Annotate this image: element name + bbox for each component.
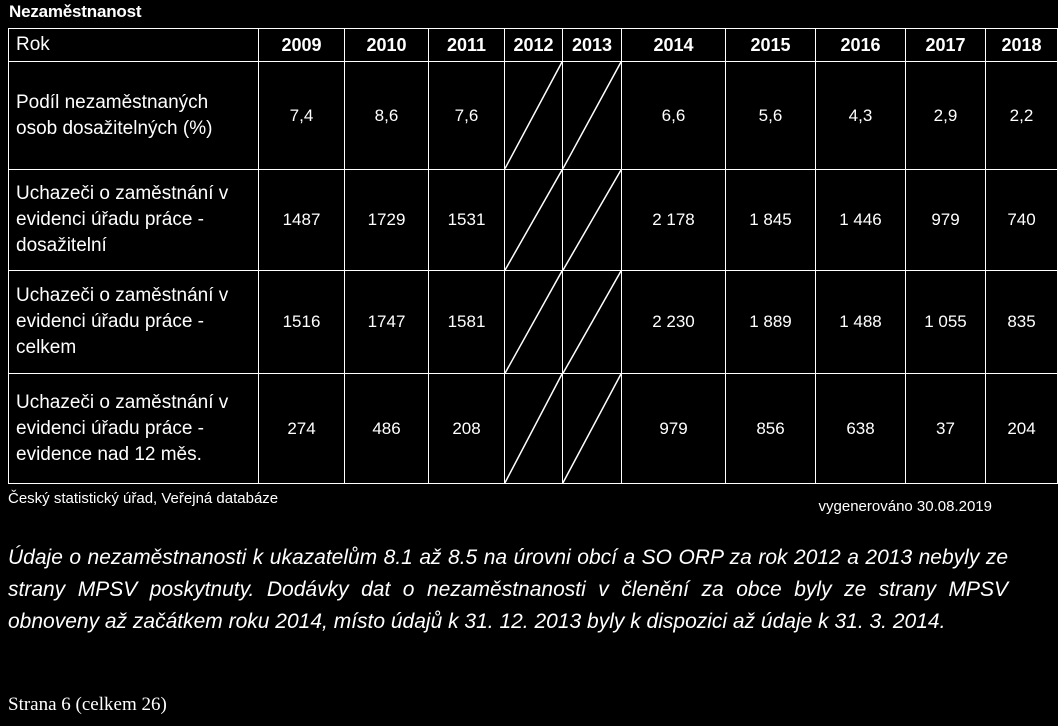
value-cell: 1 446 (816, 169, 906, 270)
diagonal-strike-icon (505, 62, 562, 169)
value-cell: 1531 (429, 169, 505, 270)
section-title: Nezaměstnanost (9, 2, 142, 21)
explanatory-note: Údaje o nezaměstnanosti k ukazatelům 8.1 až 8.5 na úrovni obcí a SO ORP za rok 2012 a 2013 nebyly ze strany MPSV poskytnuty. Dodávky dat o nezaměstnanosti v členění za obce byly ze strany MPSV obnoveny až začátkem roku 2014, místo údajů k 31. 12. 2013 byly k dispozici až údaje k 31. 3. 2014. (8, 546, 1008, 633)
year-header: 2018 (986, 29, 1058, 62)
value-cell: 2 178 (622, 169, 726, 270)
value-cell: 7,6 (429, 62, 505, 170)
header-label: Rok (9, 29, 259, 62)
no-data-cell (563, 271, 622, 374)
value-cell: 1 488 (816, 271, 906, 374)
table-row (9, 374, 1058, 484)
header-row (9, 29, 1058, 62)
year-header: 2011 (429, 29, 505, 62)
year-header: 2012 (505, 29, 563, 62)
row-label: Uchazeči o zaměstnání v evidenci úřadu práce - evidence nad 12 měs. (9, 374, 259, 484)
value-cell: 7,4 (259, 62, 345, 170)
value-cell: 2 230 (622, 271, 726, 374)
table-row (9, 62, 1058, 170)
value-cell: 37 (906, 374, 986, 484)
value-cell: 1 055 (906, 271, 986, 374)
value-cell: 208 (429, 374, 505, 484)
value-cell: 835 (986, 271, 1058, 374)
year-header: 2009 (259, 29, 345, 62)
value-cell: 979 (622, 374, 726, 484)
row-label: Uchazeči o zaměstnání v evidenci úřadu práce - celkem (9, 271, 259, 374)
row-label: Uchazeči o zaměstnání v evidenci úřadu práce - dosažitelní (9, 169, 259, 270)
source-note: Český statistický úřad, Veřejná databáze (8, 490, 279, 507)
diagonal-strike-icon (563, 170, 621, 270)
year-header: 2010 (345, 29, 429, 62)
value-cell: 979 (906, 169, 986, 270)
value-cell: 1516 (259, 271, 345, 374)
diagonal-strike-icon (563, 271, 621, 373)
value-cell: 5,6 (726, 62, 816, 170)
year-header: 2017 (906, 29, 986, 62)
year-header: 2015 (726, 29, 816, 62)
no-data-cell (505, 169, 563, 270)
generated-date: vygenerováno 30.08.2019 (818, 498, 992, 515)
year-header: 2013 (563, 29, 622, 62)
value-cell: 204 (986, 374, 1058, 484)
no-data-cell (563, 62, 622, 170)
value-cell: 2,9 (906, 62, 986, 170)
value-cell: 740 (986, 169, 1058, 270)
value-cell: 274 (259, 374, 345, 484)
value-cell: 856 (726, 374, 816, 484)
page-footer: Strana 6 (celkem 26) (8, 694, 167, 715)
diagonal-strike-icon (505, 271, 562, 373)
no-data-cell (563, 374, 622, 484)
value-cell: 2,2 (986, 62, 1058, 170)
no-data-cell (563, 169, 622, 270)
value-cell: 1487 (259, 169, 345, 270)
no-data-cell (505, 62, 563, 170)
diagonal-strike-icon (505, 170, 562, 270)
value-cell: 486 (345, 374, 429, 484)
value-cell: 1729 (345, 169, 429, 270)
value-cell: 1581 (429, 271, 505, 374)
value-cell: 1747 (345, 271, 429, 374)
no-data-cell (505, 271, 563, 374)
value-cell: 8,6 (345, 62, 429, 170)
diagonal-strike-icon (505, 374, 562, 483)
value-cell: 1 889 (726, 271, 816, 374)
table-body (9, 29, 1058, 484)
value-cell: 638 (816, 374, 906, 484)
no-data-cell (505, 374, 563, 484)
table-row (9, 271, 1058, 374)
year-header: 2014 (622, 29, 726, 62)
value-cell: 6,6 (622, 62, 726, 170)
row-label: Podíl nezaměstnaných osob dosažitelných (%) (9, 62, 259, 170)
diagonal-strike-icon (563, 62, 621, 169)
year-header: 2016 (816, 29, 906, 62)
unemployment-table (8, 28, 1058, 484)
diagonal-strike-icon (563, 374, 621, 483)
value-cell: 4,3 (816, 62, 906, 170)
value-cell: 1 845 (726, 169, 816, 270)
table-row (9, 169, 1058, 270)
